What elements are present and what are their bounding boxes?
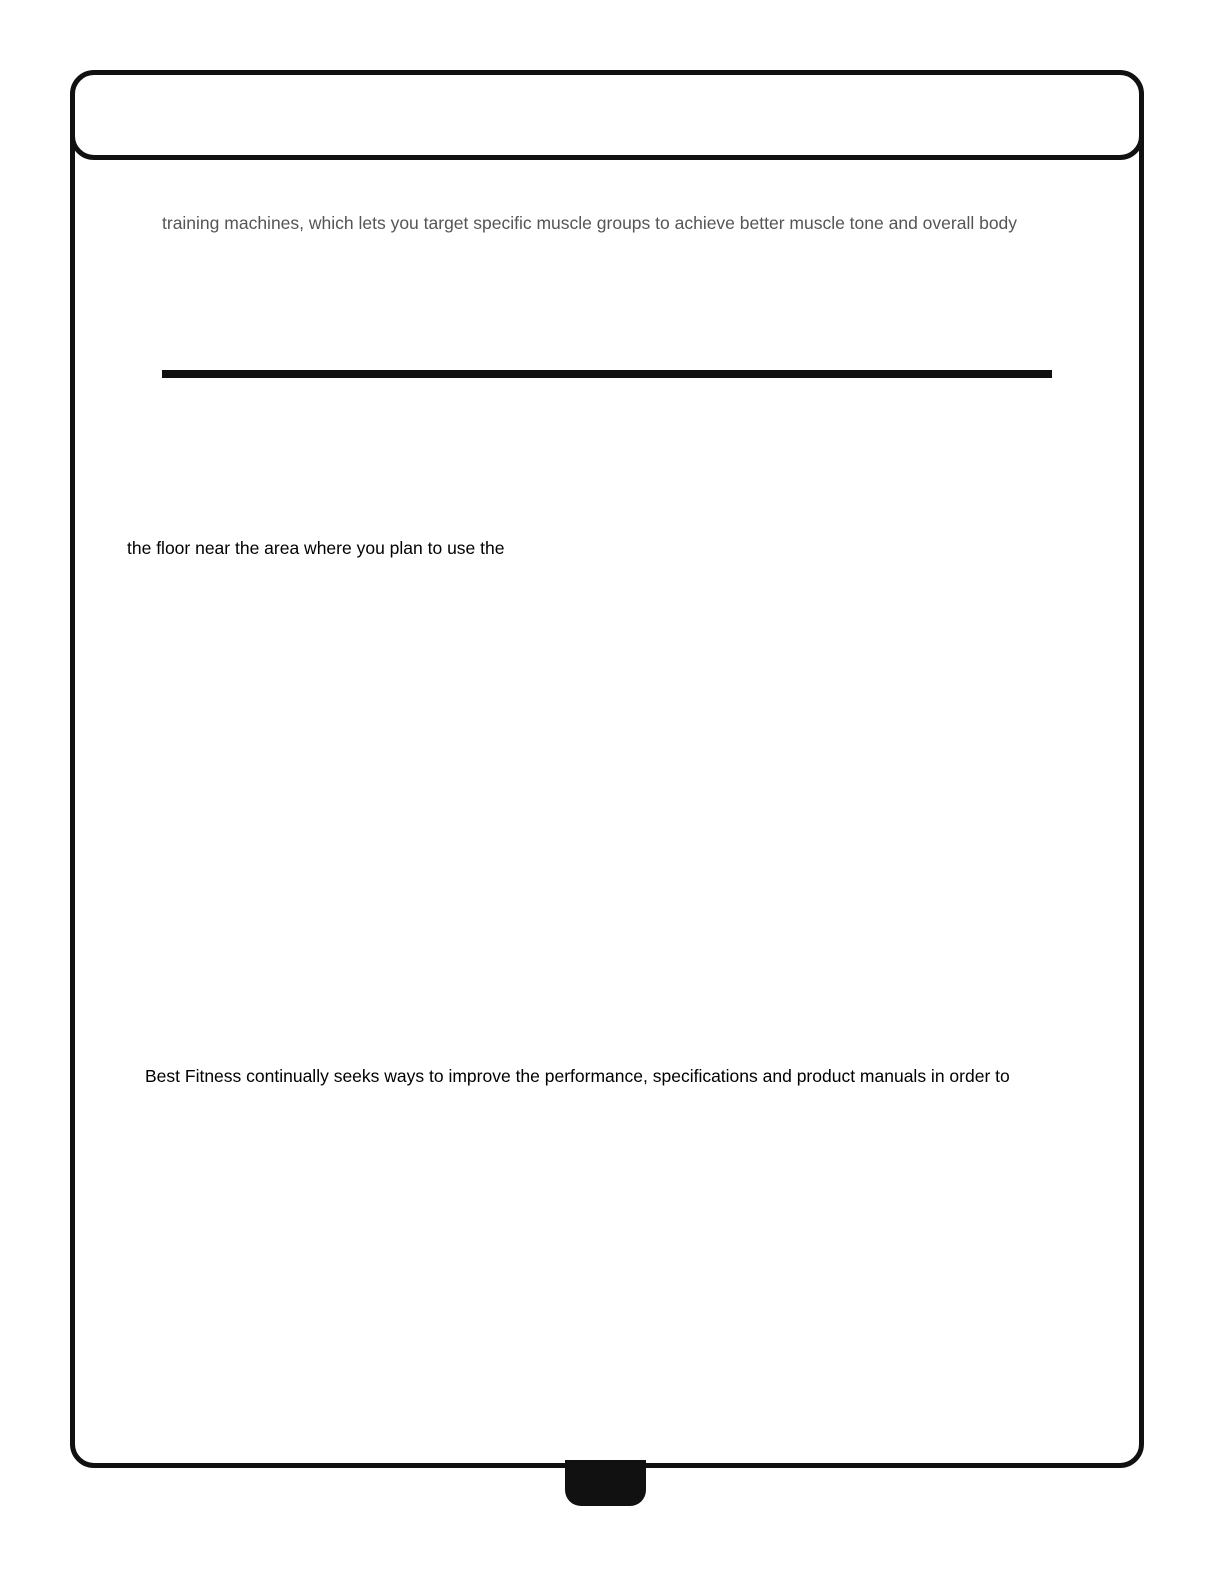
section-divider <box>162 370 1052 378</box>
page-number-tab <box>565 1460 646 1506</box>
floor-placement-line: the floor near the area where you plan to use the <box>127 538 505 558</box>
header-band <box>70 70 1144 160</box>
page-frame <box>70 72 1144 1468</box>
improvement-notice-line: Best Fitness continually seeks ways to improve the performance, specifications and product manuals in order to <box>145 1066 1010 1086</box>
intro-paragraph-line: training machines, which lets you target specific muscle groups to achieve better muscle tone and overall body <box>162 213 1018 233</box>
